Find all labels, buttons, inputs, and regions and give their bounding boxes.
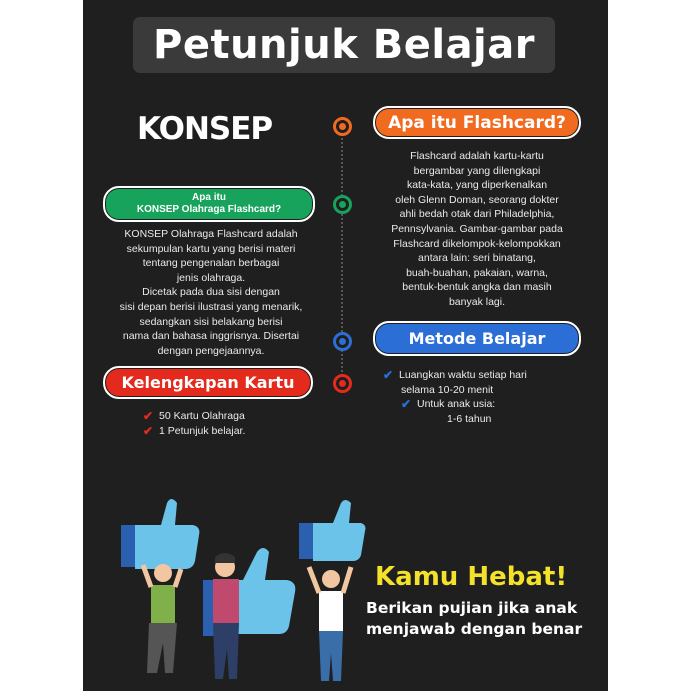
footer-headline: Kamu Hebat!	[375, 562, 568, 592]
text-line: bergambar yang dilengkapi	[413, 164, 541, 177]
text-line: dengan pengejaannya.	[157, 344, 265, 357]
konsep-heading	[103, 186, 315, 222]
text-line: ahli bedah otak dari Philadelphia,	[399, 208, 555, 221]
text-line: sekumpulan kartu yang berisi materi	[126, 242, 296, 255]
flashcard-heading-text: Apa itu Flashcard?	[388, 112, 566, 133]
person-right	[309, 567, 351, 681]
flashcard-heading	[373, 106, 581, 139]
text-line: bentuk-bentuk angka dan masih	[402, 281, 552, 294]
metode-heading	[373, 321, 581, 356]
text-line: antara lain: seri binatang,	[418, 252, 536, 265]
poster-card	[83, 0, 608, 691]
person-middle	[213, 553, 239, 679]
text-line: sedangkan sisi belakang berisi	[139, 315, 283, 328]
footer-line: Berikan pujian jika anak	[366, 599, 578, 617]
footer-line: menjawab dengan benar	[366, 620, 583, 638]
kelengkapan-heading	[103, 366, 313, 399]
list-item: ✔ 1 Petunjuk belajar.	[143, 423, 246, 438]
check-icon: ✔	[383, 368, 394, 382]
thumbs-up-illustration	[103, 495, 368, 691]
text-line: KONSEP Olahraga Flashcard adalah	[124, 228, 298, 240]
timeline-dot-green	[333, 195, 352, 214]
text-line: Flashcard dikelompok-kelompokkan	[393, 237, 561, 250]
text-line: Dicetak pada dua sisi dengan	[142, 286, 280, 299]
flashcard-description	[367, 149, 587, 310]
konsep-logo: KONSEP	[137, 111, 273, 147]
text-line: kata-kata, yang diperkenalkan	[406, 179, 548, 192]
konsep-heading-line2: KONSEP Olahraga Flashcard?	[136, 204, 282, 215]
text-line: buah-buahan, pakaian, warna,	[406, 266, 548, 279]
text-line: sisi depan berisi ilustrasi yang menarik,	[119, 300, 303, 313]
title-banner	[133, 17, 555, 73]
text-line: jenis olahraga.	[176, 271, 246, 284]
text-line: oleh Glenn Doman, seorang dokter	[395, 193, 559, 206]
check-icon: ✔	[401, 397, 412, 412]
metode-list	[383, 368, 527, 426]
list-item: 1-6 tahun	[447, 412, 492, 425]
timeline-dot-orange	[333, 117, 352, 136]
list-item: selama 10-20 menit	[401, 383, 494, 396]
list-item: ✔ Untuk anak usia:	[401, 397, 496, 412]
list-item: ✔ Luangkan waktu setiap hari	[383, 368, 527, 382]
text-line: banyak lagi.	[448, 295, 506, 308]
text-line: Pennsylvania. Gambar-gambar pada	[391, 222, 563, 235]
kelengkapan-heading-text: Kelengkapan Kartu	[121, 373, 295, 392]
konsep-description	[95, 227, 327, 358]
text-line: nama dan bahasa inggrisnya. Disertai	[122, 330, 300, 343]
konsep-heading-line1: Apa itu	[192, 192, 226, 203]
footer-message	[366, 598, 582, 640]
list-item: ✔ 50 Kartu Olahraga	[143, 409, 245, 423]
check-icon: ✔	[143, 423, 154, 438]
timeline-dot-red	[333, 374, 352, 393]
thumbs-up-icon	[299, 500, 366, 561]
check-icon: ✔	[143, 409, 154, 423]
person-left	[143, 564, 181, 673]
metode-heading-text: Metode Belajar	[408, 329, 546, 348]
text-line: Flashcard adalah kartu-kartu	[410, 150, 544, 162]
text-line: tentang pengenalan berbagai	[142, 257, 280, 270]
thumbs-up-icon	[121, 499, 199, 569]
page-title: Petunjuk Belajar	[153, 22, 535, 68]
timeline-dot-blue	[333, 332, 352, 351]
kelengkapan-list	[143, 409, 245, 438]
